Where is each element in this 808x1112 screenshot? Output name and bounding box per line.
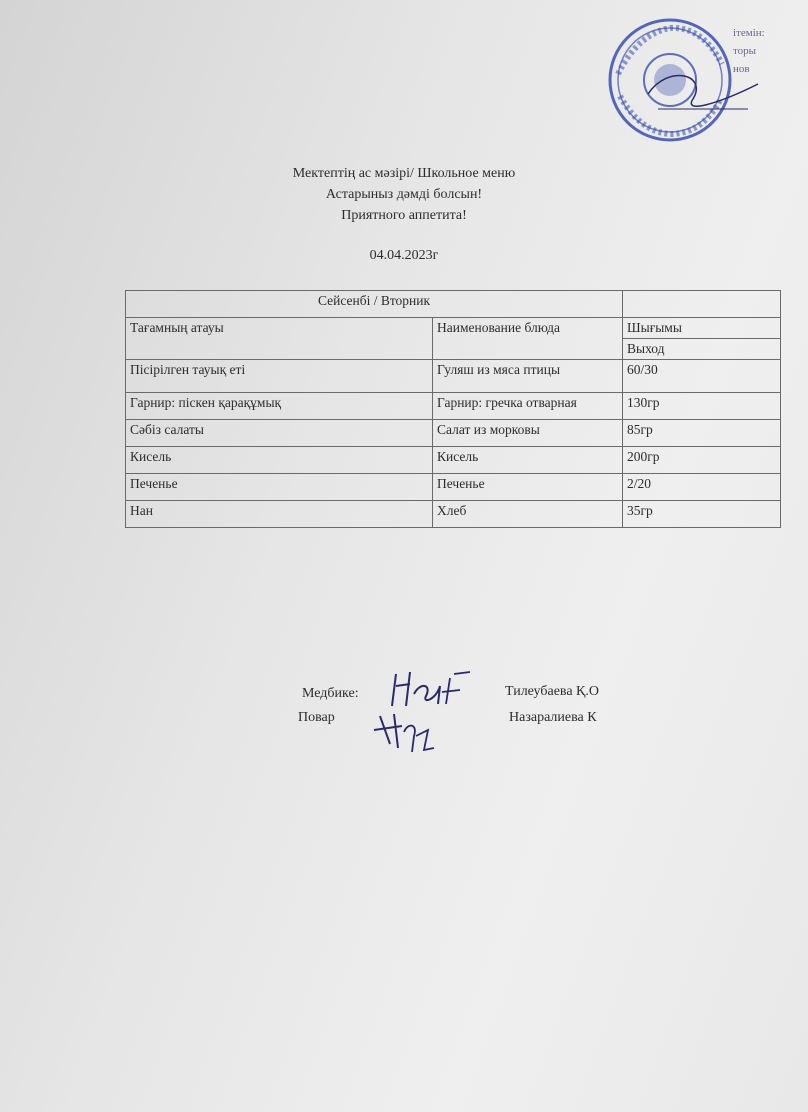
dish-output: 200гр xyxy=(623,447,781,474)
dish-kz: Сәбіз салаты xyxy=(126,420,433,447)
dish-output: 85гр xyxy=(623,420,781,447)
dish-ru: Кисель xyxy=(433,447,623,474)
dish-output: 130гр xyxy=(623,393,781,420)
column-header-output-kz: Шығымы xyxy=(623,318,780,339)
header-greeting-kz: Астарыныз дәмді болсын! xyxy=(325,187,483,202)
dish-ru: Печенье xyxy=(433,474,623,501)
stamp-caption-line: ітемін: xyxy=(733,27,765,39)
column-header-kz: Тағамның атауы xyxy=(126,318,433,360)
table-day-row xyxy=(126,291,781,318)
medic-name: Тилеубаева Қ.О xyxy=(505,684,600,699)
dish-kz: Нан xyxy=(126,501,433,528)
stamp-caption xyxy=(733,24,765,78)
header-title: Мектептің ас мәзірі/ Школьное меню xyxy=(292,166,516,181)
cook-name: Назаралиева К xyxy=(509,710,597,725)
dish-output: 60/30 xyxy=(623,360,781,393)
column-header-output-ru: Выход xyxy=(627,341,665,356)
dish-output: 35гр xyxy=(623,501,781,528)
dish-ru: Салат из морковы xyxy=(433,420,623,447)
header-greeting-ru: Приятного аппетита! xyxy=(341,208,467,223)
stamp-caption-line: нов xyxy=(733,63,750,75)
table-row xyxy=(126,360,781,393)
menu-table xyxy=(125,290,781,528)
column-header-ru: Наименование блюда xyxy=(433,318,623,360)
table-header-row xyxy=(126,318,781,360)
dish-output: 2/20 xyxy=(623,474,781,501)
empty-cell xyxy=(623,291,781,318)
cook-label: Повар xyxy=(298,710,335,725)
dish-kz: Пісірілген тауық еті xyxy=(126,360,433,393)
table-row xyxy=(126,447,781,474)
stamp-caption-line: торы xyxy=(733,45,757,57)
dish-ru: Гарнир: гречка отварная xyxy=(433,393,623,420)
dish-kz: Гарнир: піскен қарақұмық xyxy=(126,393,433,420)
dish-ru: Хлеб xyxy=(433,501,623,528)
medic-label: Медбике: xyxy=(302,686,359,701)
table-row xyxy=(126,501,781,528)
dish-kz: Печенье xyxy=(126,474,433,501)
document-header xyxy=(0,163,808,226)
dish-kz: Кисель xyxy=(126,447,433,474)
table-row xyxy=(126,393,781,420)
menu-date: 04.04.2023г xyxy=(369,248,439,263)
day-label: Сейсенбі / Вторник xyxy=(126,291,623,318)
dish-ru: Гуляш из мяса птицы xyxy=(433,360,623,393)
column-header-output xyxy=(623,318,781,360)
cook-signature xyxy=(372,708,442,758)
table-row xyxy=(126,420,781,447)
medic-signature xyxy=(380,664,475,712)
table-row xyxy=(126,474,781,501)
